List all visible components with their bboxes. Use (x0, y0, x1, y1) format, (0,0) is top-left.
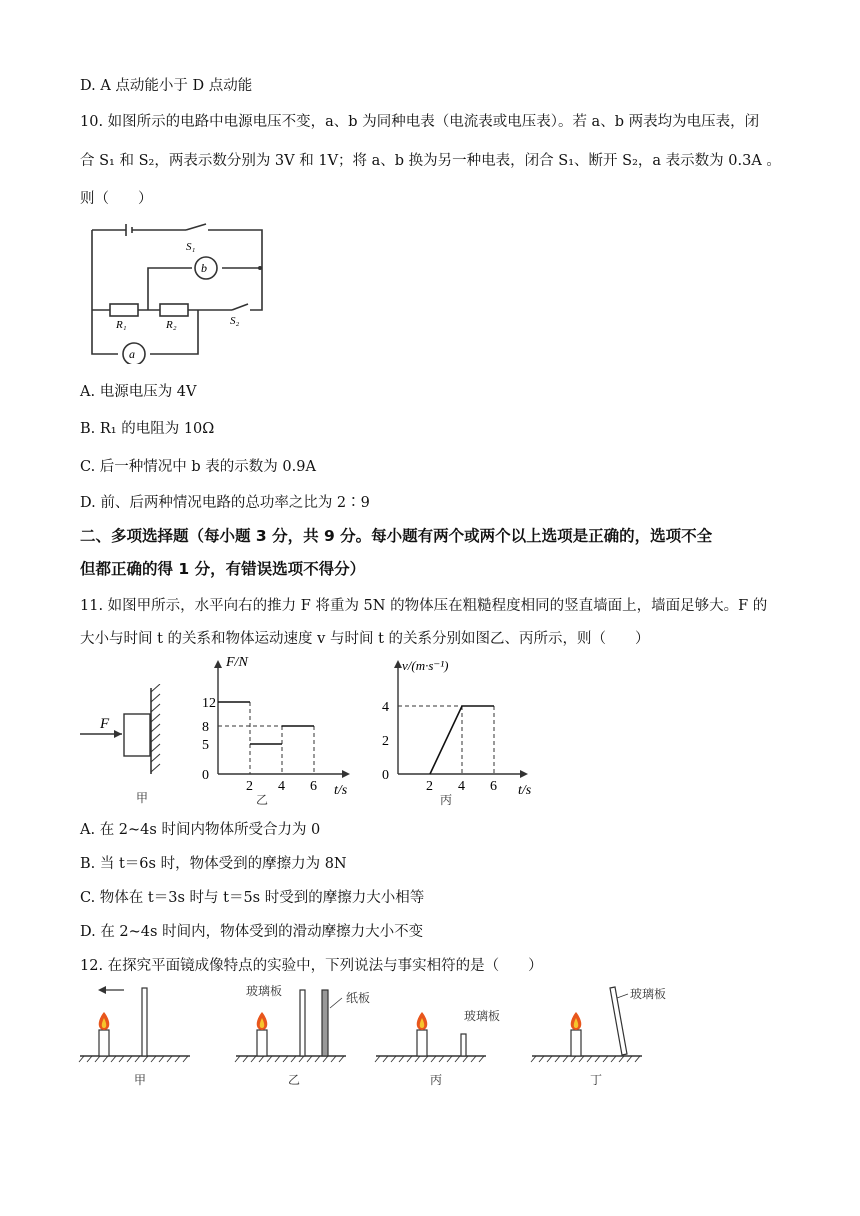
q11-option-a: A. 在 2~4s 时间内物体所受合力为 0 (80, 822, 321, 838)
caption-bing: 丙 (440, 793, 453, 807)
q11-chart-velocity-time (376, 650, 556, 810)
paper-label: 纸板 (346, 991, 371, 1005)
caption-yi: 乙 (288, 1073, 301, 1087)
q10-option-b: B. R₁ 的电阻为 10Ω (80, 421, 215, 437)
caption-ding: 丁 (590, 1073, 603, 1087)
y-tick-label: 5 (202, 738, 209, 753)
q11-option-d: D. 在 2~4s 时间内，物体受到的滑动摩擦力大小不变 (80, 924, 424, 940)
glass-label: 玻璃板 (464, 1009, 501, 1023)
q12-setup-yi (235, 983, 370, 1087)
y-tick-label: 12 (202, 696, 216, 711)
q10-option-a: A. 电源电压为 4V (80, 384, 197, 400)
x-tick-label: 6 (490, 779, 497, 794)
q12-figure-strip (76, 980, 706, 1092)
section-2-heading-line2: 但都正确的得 1 分，有错误选项不得分） (80, 560, 366, 578)
caption-yi: 乙 (256, 793, 269, 807)
caption-jia: 甲 (136, 791, 149, 805)
q11-option-c: C. 物体在 t＝3s 时与 t＝5s 时受到的摩擦力大小相等 (80, 890, 425, 906)
switch-s2-label: S₂ (230, 315, 240, 327)
glass-label: 玻璃板 (630, 987, 667, 1001)
x-tick-label: 4 (458, 779, 465, 794)
q10-option-d: D. 前、后两种情况电路的总功率之比为 2∶9 (80, 495, 370, 511)
q12-setup-jia (79, 986, 190, 1087)
q11-option-b: B. 当 t＝6s 时，物体受到的摩擦力为 8N (80, 856, 347, 872)
q10-stem-line1: 10. 如图所示的电路中电源电压不变，a、b 为同种电表（电流表或电压表）。若 a、b 两表均为电压表，闭 (80, 114, 760, 130)
q10-stem-line3: 则（ ） (80, 191, 153, 207)
x-axis-label: t/s (334, 783, 348, 798)
y-axis-label: F/N (226, 655, 248, 670)
q10-stem-line2: 合 S₁ 和 S₂，两表示数分别为 3V 和 1V；将 a、b 换为另一种电表，闭合 S₁、断开 S₂，a 表示数为 0.3A 。 (80, 153, 781, 169)
q11-stem-line1: 11. 如图甲所示，水平向右的推力 F 将重为 5N 的物体压在粗糙程度相同的竖直墙面上，墙面足够大。F 的 (80, 598, 768, 614)
x-tick-label: 2 (246, 779, 253, 794)
q11-stem-line2: 大小与时间 t 的关系和物体运动速度 v 与时间 t 的关系分别如图乙、丙所示，则（ ） (80, 631, 650, 647)
switch-s1-label: S₁ (186, 241, 196, 253)
x-tick-label: 4 (278, 779, 285, 794)
q10-circuit-diagram (88, 222, 268, 364)
q9-option-d: D. A 点动能小于 D 点动能 (80, 78, 253, 94)
y-tick-label: 8 (202, 720, 209, 735)
resistor-r1-label: R₁ (116, 319, 127, 331)
caption-jia: 甲 (134, 1073, 147, 1087)
glass-label: 玻璃板 (246, 984, 283, 998)
meter-a-label: a (129, 347, 135, 361)
meter-b-label: b (201, 261, 207, 275)
y-tick-label: 2 (382, 734, 389, 749)
q11-chart-force-time (196, 648, 368, 810)
y-tick-label: 4 (382, 700, 389, 715)
resistor-r2-label: R₂ (166, 319, 177, 331)
x-axis-label: t/s (518, 783, 532, 798)
force-label: F (100, 716, 110, 732)
q11-figure-jia (76, 684, 186, 810)
q12-stem: 12. 在探究平面镜成像特点的实验中，下列说法与事实相符的是（ ） (80, 958, 543, 974)
q12-setup-bing (375, 1008, 500, 1087)
q12-setup-ding (531, 986, 666, 1087)
section-2-heading-line1: 二、多项选择题（每小题 3 分，共 9 分。每小题有两个或两个以上选项是正确的，选项不全 (80, 527, 713, 545)
y-tick-label: 0 (382, 768, 389, 783)
x-tick-label: 2 (426, 779, 433, 794)
y-tick-label: 0 (202, 768, 209, 783)
caption-bing: 丙 (430, 1073, 443, 1087)
q10-option-c: C. 后一种情况中 b 表的示数为 0.9A (80, 459, 316, 475)
x-tick-label: 6 (310, 779, 317, 794)
y-axis-label: v/(m·s⁻¹) (402, 658, 449, 673)
